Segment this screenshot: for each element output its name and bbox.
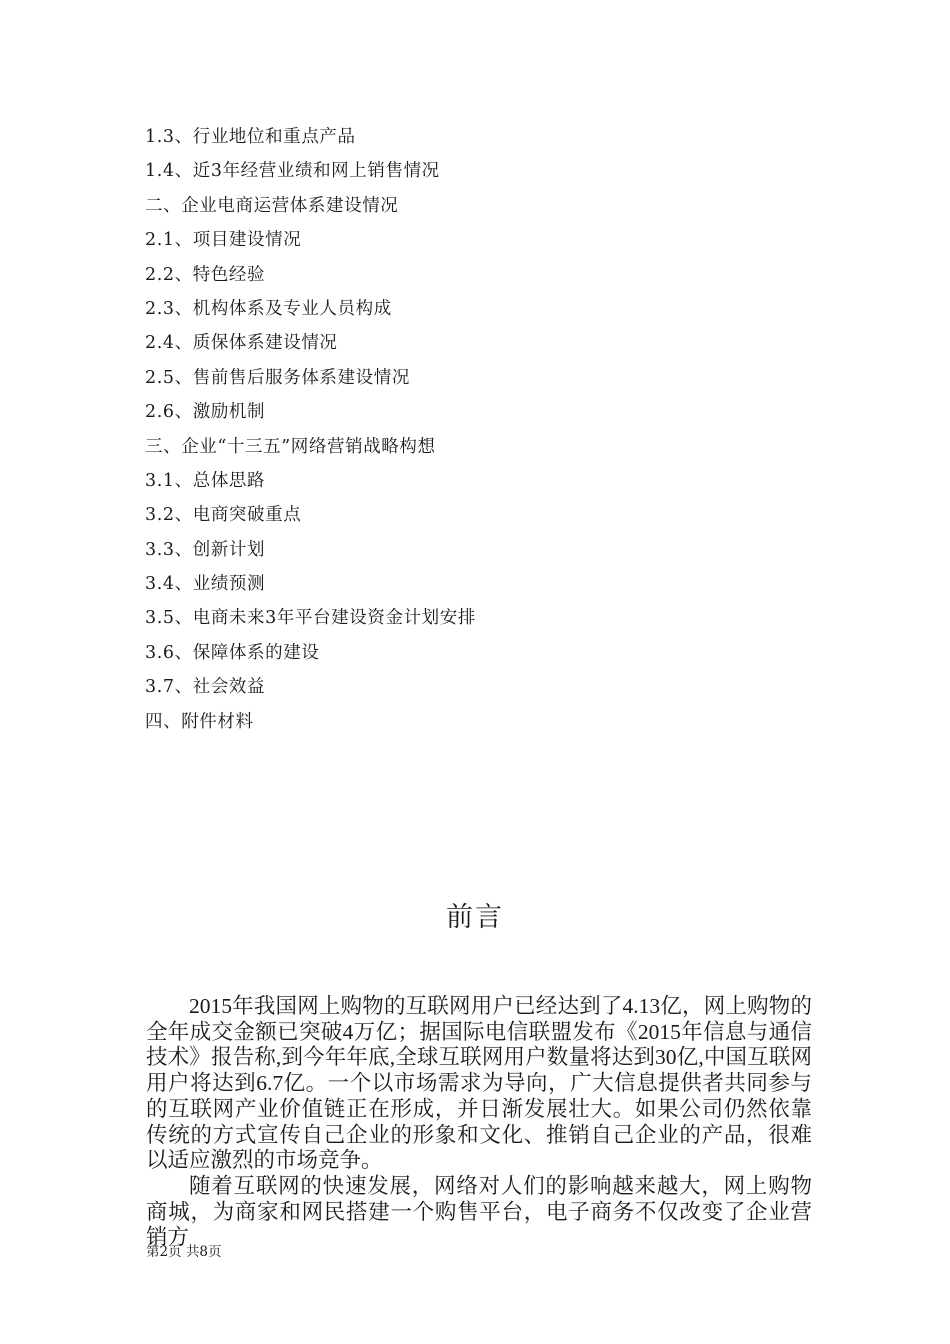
- toc-item: 2.5、售前售后服务体系建设情况: [145, 367, 410, 388]
- page-number-footer: 第2页 共8页: [146, 1244, 222, 1260]
- section-body: [146, 994, 812, 1251]
- toc-item: 3.3、创新计划: [145, 539, 266, 560]
- toc-item: 3.4、业绩预测: [145, 574, 266, 595]
- toc-item: 二、企业电商运营体系建设情况: [145, 195, 399, 216]
- toc-item: 3.7、社会效益: [145, 677, 266, 698]
- toc-item: 2.1、项目建设情况: [145, 230, 302, 251]
- toc-item: 1.4、近3年经营业绩和网上销售情况: [145, 161, 440, 182]
- toc-item: 2.2、特色经验: [145, 264, 266, 285]
- toc-item: 3.5、电商未来3年平台建设资金计划安排: [145, 608, 476, 629]
- toc-item: 3.1、总体思路: [145, 470, 266, 491]
- toc-item: 3.6、保障体系的建设: [145, 642, 320, 663]
- toc-item: 三、企业“十三五”网络营销战略构想: [145, 436, 436, 457]
- toc-item: 2.4、质保体系建设情况: [145, 333, 338, 354]
- body-paragraph: 2015年我国网上购物的互联网用户已经达到了4.13亿，网上购物的全年成交金额已突破4万亿；据国际电信联盟发布《2015年信息与通信技术》报告称,到今年年底,全球互联网用户数量将达到30亿,中国互联网用户将达到6.7亿。一个以市场需求为导向，广大信息提供者共同参与的互联网产业价值链正在形成，并日渐发展壮大。如果公司仍然依靠传统的方式宣传自己企业的形象和文化、推销自己企业的产品，很难以适应激烈的市场竞争。: [146, 994, 812, 1173]
- toc-item: 3.2、电商突破重点: [145, 505, 302, 526]
- table-of-contents: [145, 122, 825, 741]
- toc-item: 1.3、行业地位和重点产品: [145, 127, 356, 147]
- section-title: 前言: [446, 902, 504, 933]
- toc-item: 2.6、激励机制: [145, 402, 266, 423]
- body-paragraph: 随着互联网的快速发展，网络对人们的影响越来越大，网上购物商城，为商家和网民搭建一个购售平台，电子商务不仅改变了企业营销方: [146, 1173, 812, 1250]
- toc-item: 四、附件材料: [145, 711, 254, 732]
- toc-item: 2.3、机构体系及专业人员构成: [145, 298, 392, 319]
